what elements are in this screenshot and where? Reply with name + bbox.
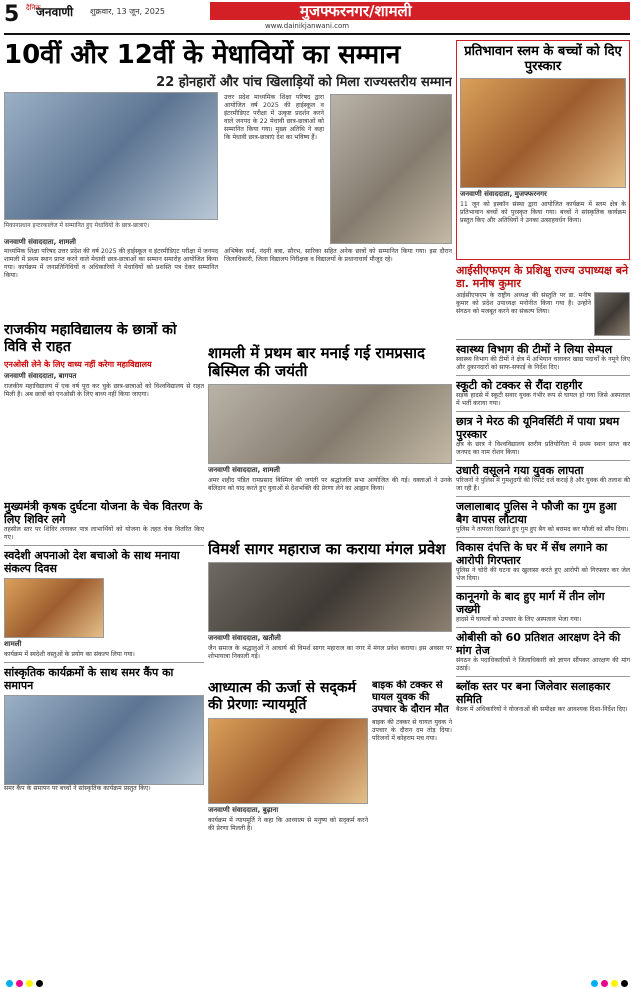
water-body: परिजनों ने पुलिस में गुमशुदगी की रिपोर्ट दर्ज कराई है और युवक की तलाश की जा रही है।	[456, 477, 630, 492]
spiritual-story	[208, 680, 368, 976]
gang-headline: विकास दंपत्ति के घर में सेंध लगाने का आरोपी गिरफ्तार	[456, 541, 608, 567]
slum-story	[456, 40, 630, 260]
lead-story	[4, 40, 452, 340]
bismil-body: अमर शहीद पंडित रामप्रसाद बिस्मिल की जयंती पर श्रद्धांजलि सभा आयोजित की गई। वक्ताओं ने उनके बलिदान को याद करते हुए युवाओं से देशभक्ति की प्रेरणा लेने का आह्वान किया।	[208, 477, 452, 492]
lead-headline: 10वीं और 12वीं के मेधावियों का सम्मान	[4, 40, 401, 70]
city-banner: मुजफ्फरनगर/शामली	[210, 2, 630, 20]
right-column	[456, 264, 630, 976]
obc-body: संगठन के पदाधिकारियों ने जिलाधिकारी को ज्ञापन सौंपकर आरक्षण की मांग उठाई।	[456, 657, 630, 672]
slum-photo	[460, 78, 626, 188]
swadeshi-photo	[4, 578, 104, 638]
portrait-photo	[594, 292, 630, 336]
ldc-headline: ब्लॉक स्तर पर बना जिलेवार सलाहकार समिति	[456, 680, 611, 706]
college-headline: राजकीय महाविद्यालय के छात्रों को विवि से राहत	[4, 322, 177, 355]
water-headline: उधारी वसूलने गया युवक लापता	[456, 464, 584, 477]
college-kicker: एनओसी लेने के लिए वाध्य नहीं करेगा महाविद्यालय	[4, 360, 152, 369]
bike-headline: बाइक की टक्कर से घायल युवक की उपचार के दौरान मौत	[372, 680, 449, 715]
brand-prefix: दैनिक	[26, 4, 41, 12]
lead-photo	[4, 92, 218, 220]
cyan-mark	[6, 980, 13, 987]
vimarsh-headline: विमर्श सागर महाराज का कराया मंगल प्रवेश	[208, 540, 446, 558]
slum-headline: प्रतिभावान स्लम के बच्चों को दिए पुरस्कार	[464, 44, 622, 74]
bismil-byline: जनवाणी संवाददाता, शामली	[208, 466, 280, 474]
left-lower-column	[4, 500, 204, 976]
cmo-headline: स्वास्थ्य विभाग की टीमों ने लिया सेम्पल	[456, 343, 613, 356]
college-body: राजकीय महाविद्यालय में एक वर्ष पूरा कर चुके छात्र-छात्राओं को विश्वविद्यालय से राहत मिली है। अब छात्रों को एनओसी के लिए बाध्य नहीं किया जाएगा।	[4, 383, 204, 398]
lead-subhead: 22 होनहारों और पांच खिलाड़ियों को मिला राज्यस्तरीय सम्मान	[156, 75, 452, 90]
spiritual-byline: जनवाणी संवाददाता, बुढ़ाना	[208, 806, 279, 814]
spiritual-headline: आध्यात्म की ऊर्जा से सद्कर्म की प्रेरणाः न्यायमूर्ति	[208, 680, 356, 713]
iit-headline: आईसीएफएम के प्रशिक्षु राज्य उपाध्यक्ष बने डा. मनीष कुमार	[456, 264, 629, 290]
swadeshi-headline: स्वदेशी अपनाओ देश बचाओ के साथ मनाया संकल्प दिवस	[4, 549, 180, 575]
vimarsh-story	[208, 540, 452, 670]
bike-story	[372, 680, 452, 976]
bismil-photo	[208, 384, 452, 464]
bismil-headline: शामली में प्रथम बार मनाई गई रामप्रसाद बिस्मिल की जयंती	[208, 344, 425, 380]
swadeshi-body: कार्यक्रम में स्वदेशी वस्तुओं के प्रयोग का संकल्प लिया गया।	[4, 651, 135, 658]
college-byline: जनवाणी संवाददाता, बागपत	[4, 372, 77, 380]
lead-body-2: उत्तर प्रदेश माध्यमिक शिक्षा परिषद द्वारा आयोजित वर्ष 2025 की हाईस्कूल व इंटरमीडिएट परीक्षा में उत्कृष्ट प्रदर्शन करने वाले जनपद के 22 मेधावी छात्र-छात्राओं को सम्मानित किया गया। मुख्य अतिथि ने कहा कि मेधावी छात्र-छात्राएं देश का भविष्य हैं।	[224, 94, 324, 141]
lead-photo-2	[330, 94, 452, 244]
lead-photo-caption: मिकानप्रधान इन्टरकालेज में सम्मानित हुए मेधावियों के छात्र-छात्राएं।	[4, 222, 150, 229]
black-mark	[36, 980, 43, 987]
ldc-body: बैठक में अधिकारियों ने योजनाओं की समीक्षा कर आवश्यक दिशा-निर्देश दिए।	[456, 706, 628, 713]
college-story	[4, 322, 204, 482]
police-headline: जलालाबाद पुलिस ने फौजी का गुम हुआ बैग वापस लौटाया	[456, 500, 617, 526]
magenta-mark-right	[601, 980, 608, 987]
culture-body: समर कैंप के समापन पर बच्चों ने सांस्कृतिक कार्यक्रम प्रस्तुत किए।	[4, 785, 151, 792]
students-headline: छात्र ने मेरठ की यूनिवर्सिटी में पाया प्रथम पुरस्कार	[456, 415, 620, 441]
scooty-body: सड़क हादसे में स्कूटी सवार युवक गंभीर रूप से घायल हो गया जिसे अस्पताल में भर्ती कराया गया।	[456, 392, 630, 407]
issue-date: शुक्रवार, 13 जून, 2025	[90, 7, 166, 16]
spiritual-body: कार्यक्रम में न्यायमूर्ति ने कहा कि आध्यात्म से मनुष्य को सद्कर्म करने की प्रेरणा मिलती है।	[208, 817, 368, 832]
swadeshi-byline: शामली	[4, 640, 22, 648]
page-number: 5	[4, 2, 20, 27]
vimarsh-photo	[208, 562, 452, 632]
iit-body: आईसीएफएम के राष्ट्रीय अध्यक्ष की संस्तुति पर डा. मनीष कुमार को प्रदेश उपाध्यक्ष मनोनीत किया गया है। उन्होंने संगठन को मजबूत करने का संकल्प लिया।	[456, 292, 591, 315]
road-headline: कानूनगो के बाद हुए मार्ग में तीन लोग जख्मी	[456, 590, 605, 616]
road-body: हादसे में घायलों को उपचार के लिए अस्पताल भेजा गया।	[456, 616, 582, 623]
bismil-story	[208, 344, 452, 534]
yellow-mark	[26, 980, 33, 987]
magenta-mark	[16, 980, 23, 987]
slum-byline: जनवाणी संवाददाता, मुजफ्फरनगर	[460, 190, 547, 198]
lead-body-3: अभिषेक वर्मा, नंदनी बत्रा, सौरभ, सारिका सहित अनेक छात्रों को सम्मानित किया गया। इस दौरान जिलाधिकारी, जिला विद्यालय निरीक्षक व विद्यालयों के प्रधानाचार्य मौजूद रहे।	[224, 248, 452, 263]
scooty-headline: स्कूटी को टक्कर से रौंदा राहगीर	[456, 379, 583, 392]
brand-logo: जनवाणी	[36, 5, 74, 19]
obc-headline: ओबीसी को 60 प्रतिशत आरक्षण देने की मांग तेज	[456, 631, 621, 657]
spiritual-photo	[208, 718, 368, 804]
lead-byline: जनवाणी संवाददाता, शामली	[4, 238, 76, 246]
masthead-rule	[4, 33, 630, 35]
masthead	[0, 0, 634, 40]
culture-photo	[4, 695, 204, 785]
gang-body: पुलिस ने चोरी की घटना का खुलासा करते हुए आरोपी को गिरफ्तार कर जेल भेज दिया।	[456, 567, 630, 582]
yellow-mark-right	[611, 980, 618, 987]
lead-body-1: माध्यमिक शिक्षा परिषद उत्तर प्रदेश की वर्ष 2025 की हाईस्कूल व इंटरमीडिएट परीक्षा में जनपद शामली में प्रथम स्थान प्राप्त करने वाले मेधावी छात्र-छात्राओं का सम्मान समारोह आयोजित किया गया। कार्यक्रम में जनप्रतिनिधियों व अधिकारियों ने मेधावियों को प्रशस्ति पत्र देकर सम्मानित किया।	[4, 248, 218, 279]
registration-marks	[0, 978, 634, 988]
slum-body: 11 जून को इस्कॉन संस्था द्वारा आयोजित कार्यक्रम में स्लम क्षेत्र के प्रतिभावान बच्चों को पुरस्कृत किया गया। बच्चों ने सांस्कृतिक कार्यक्रम प्रस्तुत किए और अतिथियों ने उनका उत्साहवर्धन किया।	[460, 201, 626, 224]
students-body: क्षेत्र के छात्र ने विश्वविद्यालय स्तरीय प्रतियोगिता में प्रथम स्थान प्राप्त कर जनपद का नाम रोशन किया।	[456, 441, 630, 456]
yojana-headline: मुख्यमंत्री कृषक दुर्घटना योजना के चेक वितरण के लिए शिविर लगे	[4, 500, 203, 526]
vimarsh-byline: जनवाणी संवाददाता, खतौली	[208, 634, 281, 642]
police-body: पुलिस ने तत्परता दिखाते हुए गुम हुए बैग को बरामद कर फौजी को सौंप दिया।	[456, 526, 629, 533]
site-url: www.dainikjanwani.com	[265, 22, 350, 30]
cmo-body: स्वास्थ्य विभाग की टीमों ने क्षेत्र में अभियान चलाकर खाद्य पदार्थों के नमूने लिए और दुकानदारों को साफ-सफाई के निर्देश दिए।	[456, 356, 630, 371]
culture-headline: सांस्कृतिक कार्यक्रमों के साथ समर कैंप का समापन	[4, 666, 174, 692]
black-mark-right	[621, 980, 628, 987]
cyan-mark-right	[591, 980, 598, 987]
yojana-body: तहसील स्तर पर शिविर लगाकर पात्र लाभार्थियों को योजना के तहत चेक वितरित किए गए।	[4, 526, 204, 541]
vimarsh-body: जैन समाज के श्रद्धालुओं ने आचार्य श्री विमर्श सागर महाराज का नगर में मंगल प्रवेश कराया। इस अवसर पर शोभायात्रा निकाली गई।	[208, 645, 452, 660]
bike-body: बाइक की टक्कर से घायल युवक ने उपचार के दौरान दम तोड़ दिया। परिजनों में कोहराम मच गया।	[372, 719, 452, 742]
